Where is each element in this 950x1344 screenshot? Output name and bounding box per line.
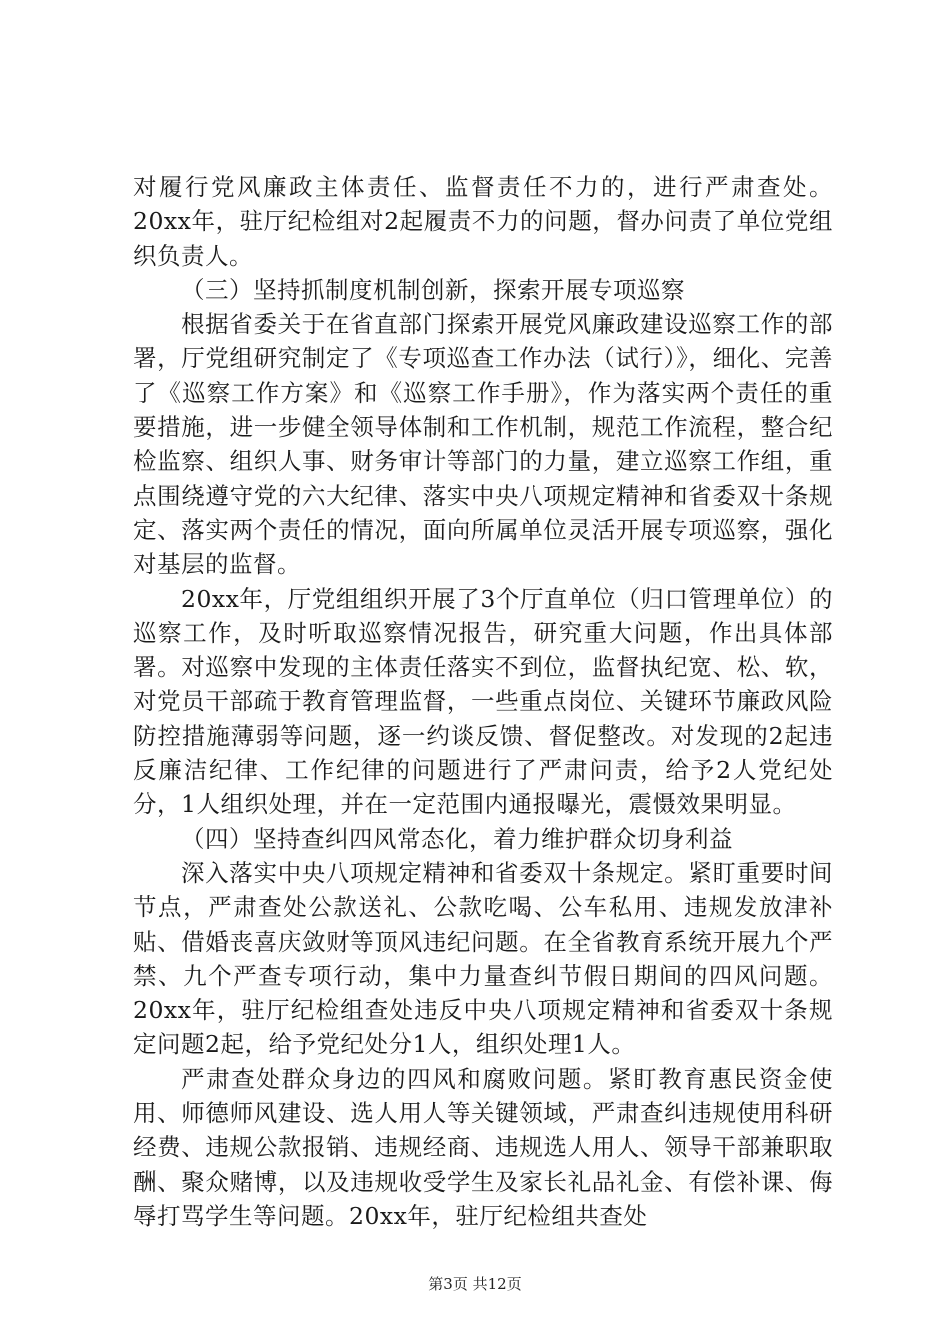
paragraph: 严肃查处群众身边的四风和腐败问题。紧盯教育惠民资金使用、师德师风建设、选人用人等关键领域，严肃查纠违规使用科研经费、违规公款报销、违规经商、违规选人用人、领导干部兼职取酬、聚众赌博，以及违规收受学生及家长礼品礼金、有偿补课、侮辱打骂学生等问题。20xx年，驻厅纪检组共查处 (133, 1064, 833, 1230)
paragraph: 20xx年，厅党组组织开展了3个厅直单位（归口管理单位）的巡察工作，及时听取巡察情况报告，研究重大问题，作出具体部署。对巡察中发现的主体责任落实不到位，监督执纪宽、松、软，对党员干部疏于教育管理监督，一些重点岗位、关键环节廉政风险防控措施薄弱等问题，逐一约谈反馈、督促整改。对发现的2起违反廉洁纪律、工作纪律的问题进行了严肃问责，给予2人党纪处分，1人组织处理，并在一定范围内通报曝光，震慑效果明显。 (133, 584, 833, 819)
page-footer: 第3页 共12页 (428, 1275, 522, 1293)
section-heading-4: （四）坚持查纠四风常态化，着力维护群众切身利益 (181, 824, 733, 853)
paragraph: 根据省委关于在省直部门探索开展党风廉政建设巡察工作的部署，厅党组研究制定了《专项巡查工作办法（试行）》，细化、完善了《巡察工作方案》和《巡察工作手册》，作为落实两个责任的重要措施，进一步健全领导体制和工作机制，规范工作流程，整合纪检监察、组织人事、财务审计等部门的力量，建立巡察工作组，重点围绕遵守党的六大纪律、落实中央八项规定精神和省委双十条规定、落实两个责任的情况，面向所属单位灵活开展专项巡察，强化对基层的监督。 (133, 310, 833, 579)
paragraph: 深入落实中央八项规定精神和省委双十条规定。紧盯重要时间节点，严肃查处公款送礼、公款吃喝、公车私用、违规发放津补贴、借婚丧喜庆敛财等顶风违纪问题。在全省教育系统开展九个严禁、九个严查专项行动，集中力量查纠节假日期间的四风问题。20xx年，驻厅纪检组查处违反中央八项规定精神和省委双十条规定问题2起，给予党纪处分1人，组织处理1人。 (133, 858, 833, 1059)
paragraph-continued: 对履行党风廉政主体责任、监督责任不力的，进行严肃查处。20xx年，驻厅纪检组对2起履责不力的问题，督办问责了单位党组织负责人。 (133, 173, 833, 270)
document-body (133, 170, 833, 1233)
section-heading-3: （三）坚持抓制度机制创新，探索开展专项巡察 (181, 275, 685, 304)
